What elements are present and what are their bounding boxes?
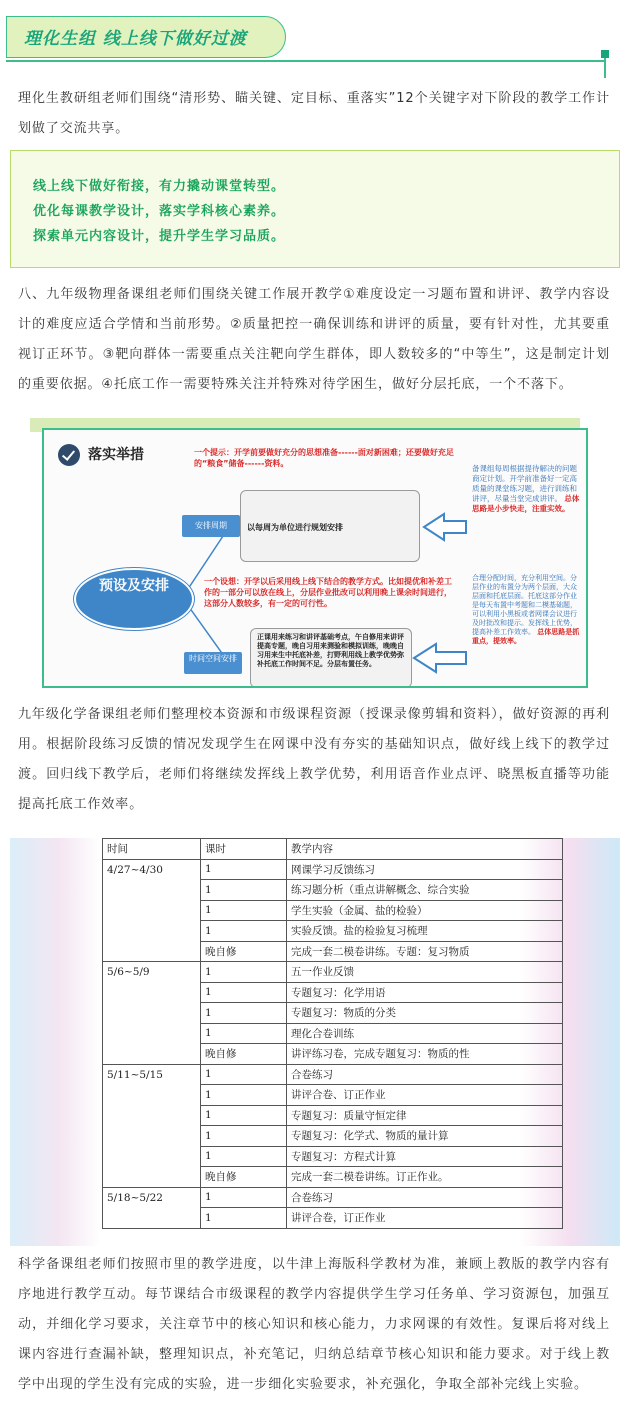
content-cell: 专题复习：化学式、物质的量计算 [287, 1126, 563, 1147]
diagram-title: 落实举措 [88, 447, 144, 463]
content-cell: 专题复习：方程式计算 [287, 1146, 563, 1167]
content-cell: 讲评合卷，订正作业 [287, 1208, 563, 1229]
measures-diagram [42, 428, 588, 688]
branch-2-tag: 时间空间安排 [184, 652, 242, 674]
hours-cell: 1 [201, 1105, 287, 1126]
content-cell: 学生实验（金属、盐的检验） [287, 900, 563, 921]
hours-cell: 1 [201, 1085, 287, 1106]
table-gradient-left [10, 838, 100, 1246]
side-note-1-emphasis: 总体思路是小步快走，注重实效。 [472, 494, 580, 513]
schedule-table [102, 838, 563, 1229]
hours-cell: 晚自修 [201, 1167, 287, 1188]
content-cell: 实验反馈。盐的检验复习梳理 [287, 921, 563, 942]
physics-paragraph: 八、九年级物理备课组老师们围绕关键工作展开教学①难度设定一习题布置和讲评、教学内容设计的难度应适合学情和当前形势。②质量把控一确保训练和讲评的质量，要有针对性，尤其要重视订正环节。③靶向群体一需要重点关注靶向学生群体，即人数较多的“中等生”，这是制定计划的重要依据。④托底工作一需要特殊关注并特殊对待学困生，做好分层托底，一个不落下。 [18, 287, 610, 392]
hours-cell: 1 [201, 1126, 287, 1147]
hours-cell: 晚自修 [201, 941, 287, 962]
period-cell: 5/11~5/15 [103, 1064, 201, 1187]
hours-cell: 1 [201, 1187, 287, 1208]
hours-cell: 1 [201, 1064, 287, 1085]
highlight-box [10, 150, 620, 268]
period-cell: 5/6~5/9 [103, 962, 201, 1065]
table-header-row [103, 839, 563, 860]
hours-cell: 1 [201, 921, 287, 942]
branch-1-tag: 安排周期 [182, 515, 240, 537]
checkmark-circle-icon [58, 444, 80, 466]
section-title: 理化生组 线上线下做好过渡 [24, 29, 247, 49]
hours-cell: 1 [201, 1023, 287, 1044]
period-cell: 5/18~5/22 [103, 1187, 201, 1228]
content-cell: 理化合卷训练 [287, 1023, 563, 1044]
table-row [103, 1187, 563, 1208]
highlight-line: 探索单元内容设计，提升学生学习品质。 [33, 229, 286, 244]
table-row [103, 962, 563, 983]
content-cell: 五一作业反馈 [287, 962, 563, 983]
column-header: 时间 [103, 839, 201, 860]
diagram-hint-2: 一个设想：开学以后采用线上线下结合的教学方式。比如提优和补差工作的一部分可以放在线上，分层作业批改可以利用晚上课余时间进行，这部分人数较多，有一定的可行性。 [204, 577, 452, 608]
hours-cell: 1 [201, 1208, 287, 1229]
diagram-hint-1: 一个提示：开学前要做好充分的思想准备------面对新困难；还要做好充足的“粮食”储备------资料。 [194, 448, 454, 468]
column-header: 教学内容 [287, 839, 563, 860]
section-header [0, 0, 622, 72]
hours-cell: 1 [201, 859, 287, 880]
hours-cell: 1 [201, 1146, 287, 1167]
center-node-label: 预设及安排 [99, 578, 169, 594]
schedule-table-image [10, 838, 620, 1246]
branch-2-box: 正课用来练习和讲评基础考点，午自修用来讲评提高专题，晚自习用来测验和模拟训练，晚晚自习用来生中托底补差，打野利用线上教学优势弥补托底工作时间不足。分层布置任务。 [250, 628, 412, 688]
content-cell: 合卷练习 [287, 1187, 563, 1208]
hours-cell: 1 [201, 880, 287, 901]
hours-cell: 1 [201, 1003, 287, 1024]
arrow-left-icon [424, 514, 466, 540]
branch-1-box: 以每周为单位进行规划安排 [240, 490, 420, 562]
content-cell: 专题复习：化学用语 [287, 982, 563, 1003]
content-cell: 练习题分析（重点讲解概念、综合实验 [287, 880, 563, 901]
period-cell: 4/27~4/30 [103, 859, 201, 962]
side-note-1 [472, 464, 582, 514]
side-note-2 [472, 574, 582, 646]
content-cell: 讲评合卷、订正作业 [287, 1085, 563, 1106]
science-paragraph: 科学备课组老师们按照市里的教学进度，以牛津上海版科学教材为准，兼顾上教版的教学内容有序地进行教学互动。每节课结合市级课程的教学内容提供学生学习任务单、学习资源包，加强互动，并细化学习要求，关注章节中的核心知识和核心能力，力求网课的有效性。复课后将对线上课内容进行查漏补缺，整理知识点，补充笔记，归纳总结章节核心知识和能力要求。对于线上教学中出现的学生没有完成的实验，进一步细化实验要求，补充强化，争取全部补完线上实验。 [18, 1257, 610, 1392]
chemistry-paragraph: 九年级化学备课组老师们整理校本资源和市级课程资源（授课录像剪辑和资料），做好资源的再利用。根据阶段练习反馈的情况发现学生在网课中没有夯实的基础知识点，做好线上线下的教学过渡。回归线下教学后，老师们将继续发挥线上教学优势，利用语音作业点评、晓黑板直播等功能提高托底工作效率。 [18, 707, 610, 812]
hours-cell: 1 [201, 900, 287, 921]
side-note-2-text: 合理分配时间，充分利用空间。分层作业的布置分为两个层面，大众层面和托底层面。托底这部分作业是每天布置中考题和二模基础题，可以利用小黑板或者网课会议进行及时批改和提示。发挥线上优势，提高补差工作效率。 [472, 574, 577, 636]
arrow-left-icon [414, 644, 466, 672]
header-corner-dot [601, 50, 609, 58]
content-cell: 专题复习：质量守恒定律 [287, 1105, 563, 1126]
hours-cell: 1 [201, 982, 287, 1003]
content-cell: 合卷练习 [287, 1064, 563, 1085]
header-divider [6, 60, 606, 62]
side-note-1-text: 备课组每周根据提待解决的问题商定计划。开学前准备好一定高质量的课堂练习题，进行训练和讲评，尽量当堂完成讲评。 [472, 464, 577, 503]
content-cell: 讲评练习卷，完成专题复习：物质的性 [287, 1044, 563, 1065]
hours-cell: 1 [201, 962, 287, 983]
side-note-2-emphasis: 总体思路是抓重点，提效率。 [472, 628, 580, 645]
table-row [103, 1064, 563, 1085]
hours-cell: 晚自修 [201, 1044, 287, 1065]
column-header: 课时 [201, 839, 287, 860]
content-cell: 网课学习反馈练习 [287, 859, 563, 880]
content-cell: 完成一套二模卷讲练。订正作业。 [287, 1167, 563, 1188]
table-row [103, 859, 563, 880]
intro-paragraph: 理化生教研组老师们围绕“清形势、瞄关键、定目标、重落实”12个关键字对下阶段的教学工作计划做了交流共享。 [18, 91, 610, 136]
content-cell: 完成一套二模卷讲练。专题：复习物质 [287, 941, 563, 962]
highlight-line: 优化每课教学设计，落实学科核心素养。 [33, 204, 286, 219]
highlight-line: 线上线下做好衔接，有力撬动课堂转型。 [33, 179, 286, 194]
content-cell: 专题复习：物质的分类 [287, 1003, 563, 1024]
